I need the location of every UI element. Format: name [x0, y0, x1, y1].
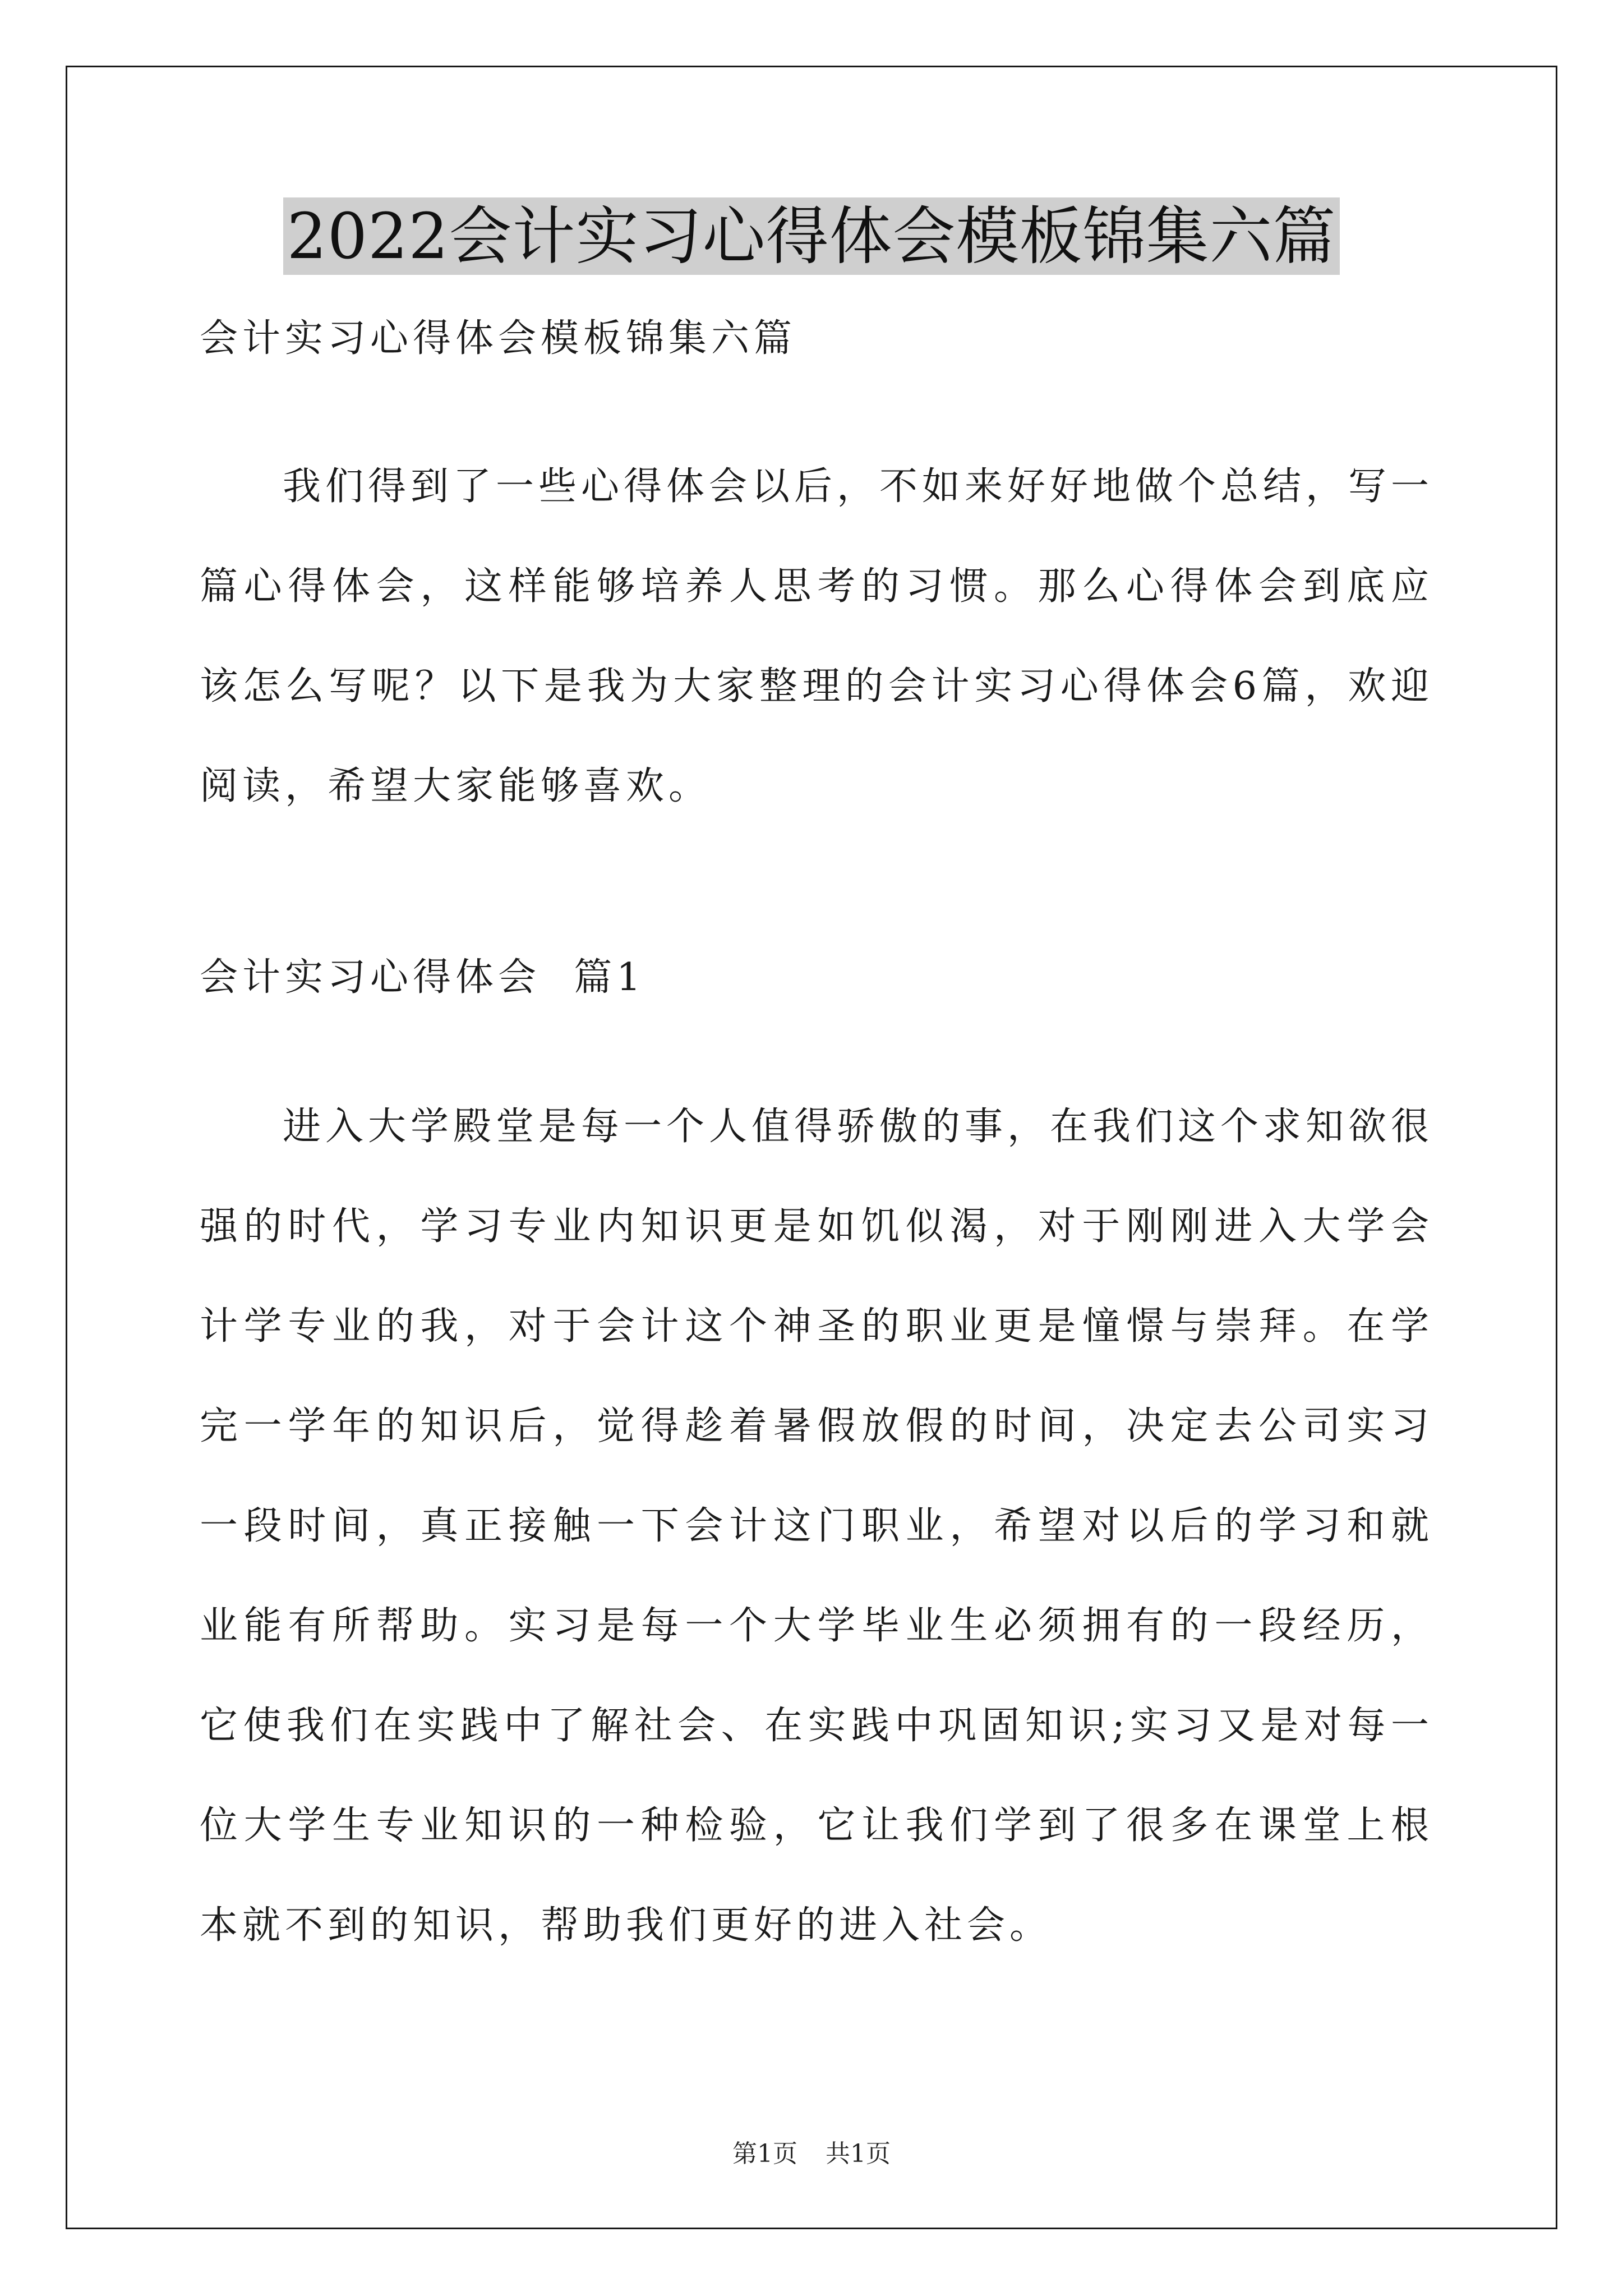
page-footer: [0, 2133, 1623, 2169]
section-paragraph: 进入大学殿堂是每一个人值得骄傲的事，在我们这个求知欲很强的时代，学习专业内知识更是如饥似渴，对于刚刚进入大学会计学专业的我，对于会计这个神圣的职业更是憧憬与崇拜。在学完一学年的知识后，觉得趁着暑假放假的时间，决定去公司实习一段时间，真正接触一下会计这门职业，希望对以后的学习和就业能有所帮助。实习是每一个大学毕业生必须拥有的一段经历，它使我们在实践中了解社会、在实践中巩固知识;实习又是对每一位大学生专业知识的一种检验，它让我们学到了很多在课堂上根本就不到的知识，帮助我们更好的进入社会。: [200, 1105, 1434, 1948]
document-title-container: [0, 197, 1623, 275]
total-pages-label: 共1页: [826, 2139, 891, 2168]
page-number-label: 第1页: [732, 2139, 797, 2168]
intro-paragraph: 我们得到了一些心得体会以后，不如来好好地做个总结，写一篇心得体会，这样能够培养人思考的习惯。那么心得体会到底应该怎么写呢？以下是我为大家整理的会计实习心得体会6篇，欢迎阅读，希望大家能够喜欢。: [200, 464, 1434, 808]
section-heading: 会计实习心得体会 篇1: [200, 955, 645, 1000]
document-title: 2022会计实习心得体会模板锦集六篇: [283, 197, 1339, 275]
document-subtitle: 会计实习心得体会模板锦集六篇: [200, 316, 797, 361]
